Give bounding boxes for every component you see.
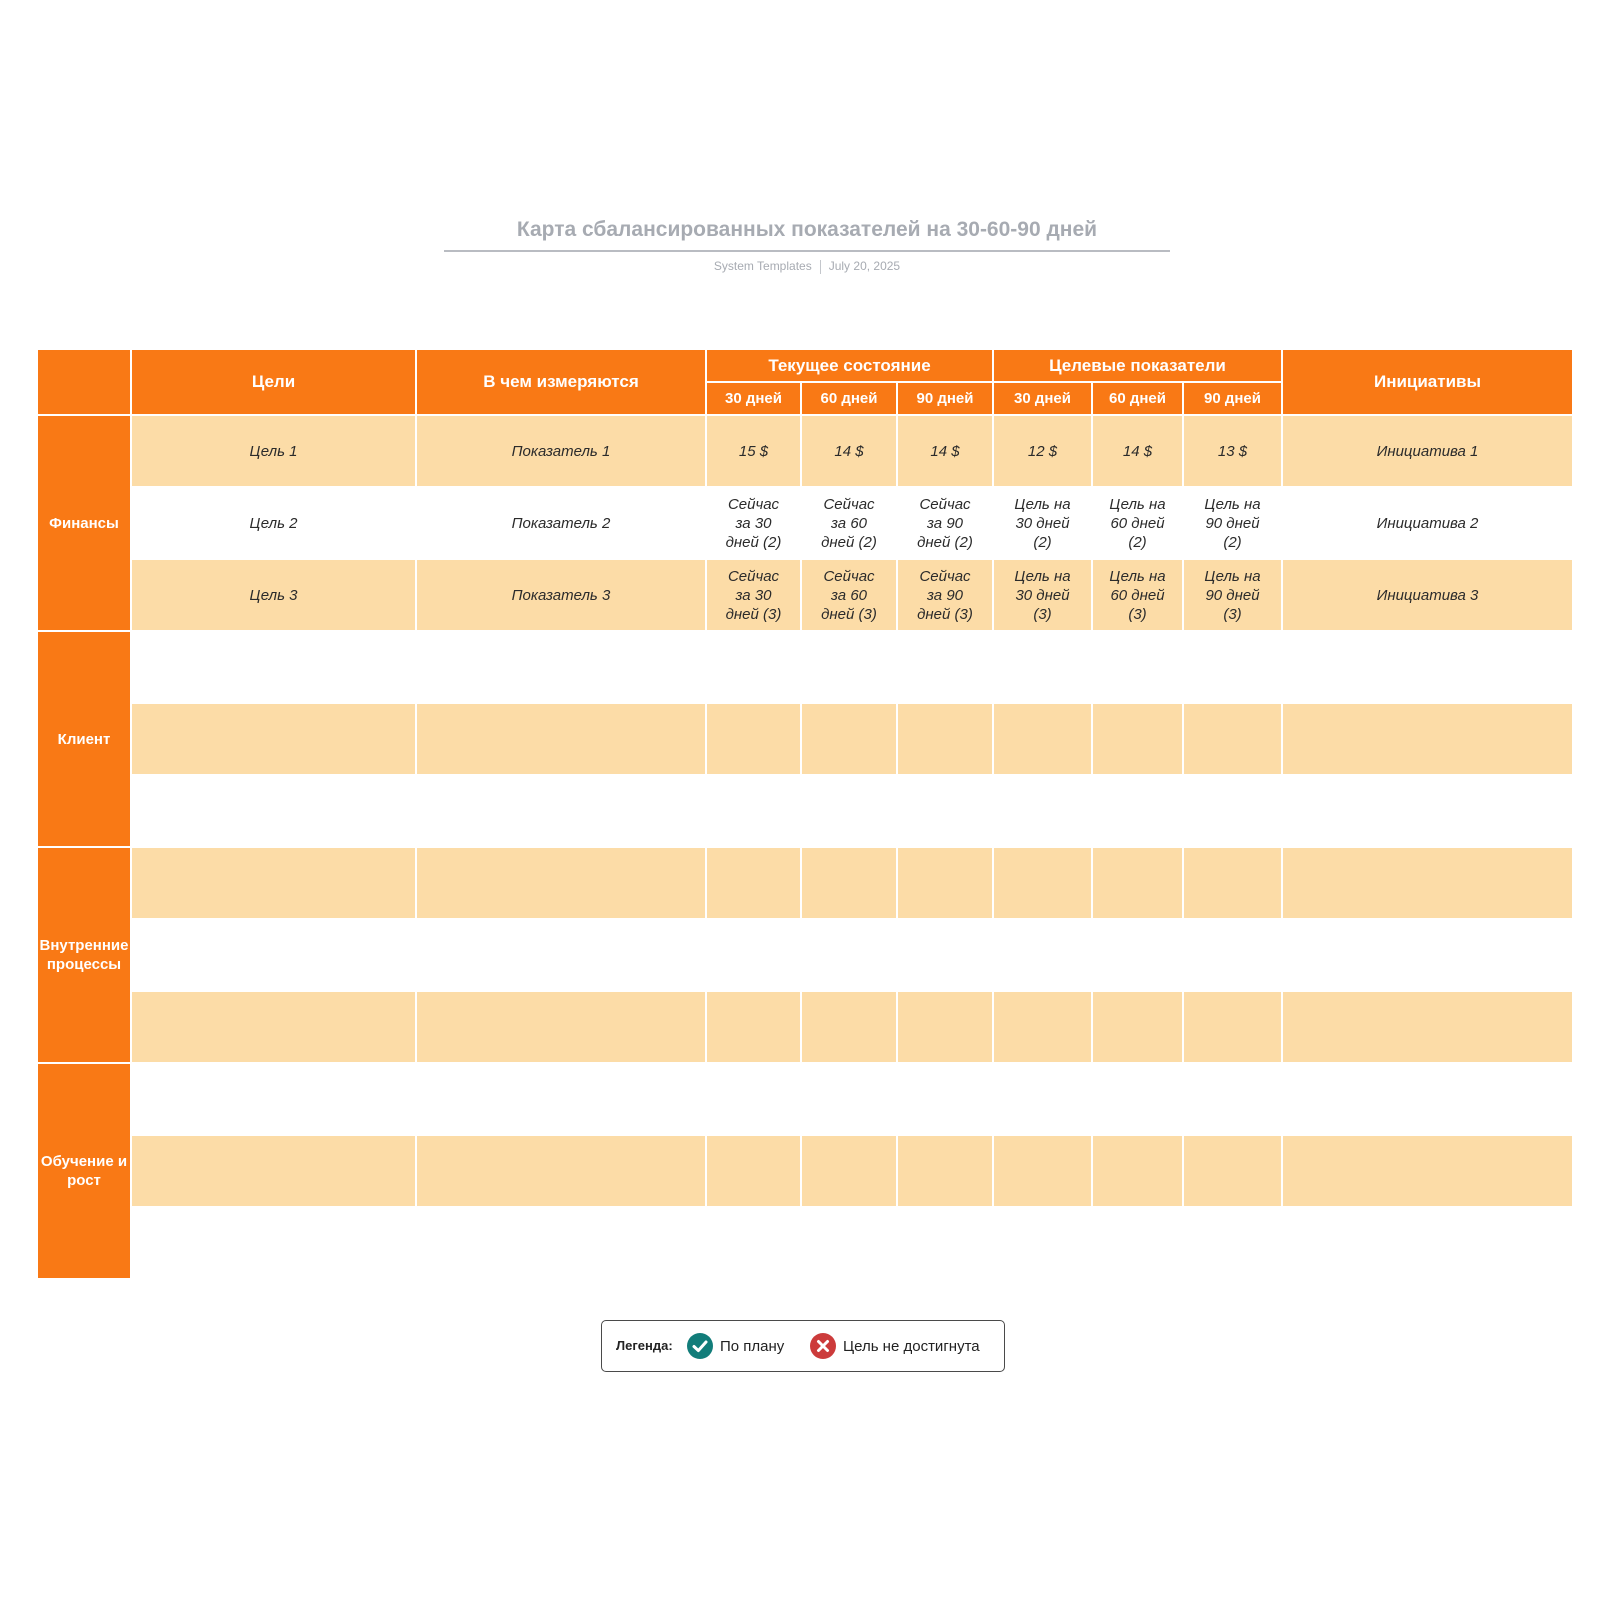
table-cell [417,488,705,558]
header-current-d60-label: 60 дней [820,390,878,407]
header-target-d60-label: 60 дней [1109,390,1166,407]
table-cell [898,848,992,918]
table-cell [417,704,705,774]
table-cell [898,992,992,1062]
table-cell [132,632,415,702]
table-cell [802,1208,896,1278]
table-cell [1283,704,1572,774]
table-cell [994,776,1091,846]
table-cell [802,416,896,486]
table-cell [898,488,992,558]
table-cell [802,776,896,846]
table-cell [802,704,896,774]
category-cell [38,416,130,630]
table-cell [898,776,992,846]
table-cell [994,992,1091,1062]
table-cell [802,1136,896,1206]
table-cell [1093,992,1182,1062]
table-cell [707,1208,800,1278]
cell-text: Цель 1 [249,442,298,460]
table-cell [1283,1136,1572,1206]
category-cell [38,848,130,1062]
cell-text: Цель на 90 дней (3) [1204,567,1261,623]
table-cell [1184,848,1281,918]
table-cell [132,1136,415,1206]
table-cell [417,1208,705,1278]
table-cell [1093,416,1182,486]
table-cell [1093,1208,1182,1278]
header-target-d90 [1184,383,1281,414]
category-label: Обучение и рост [40,1153,128,1189]
header-current-d30-label: 30 дней [725,390,782,407]
cell-text: Цель 3 [249,586,298,604]
table-cell [707,488,800,558]
cell-text: Сейчас за 60 дней (2) [821,495,877,551]
table-cell [802,992,896,1062]
table-cell [802,920,896,990]
table-cell [994,632,1091,702]
cell-text: Сейчас за 30 дней (3) [725,567,782,623]
category-cell [38,1064,130,1278]
table-cell [1184,560,1281,630]
page-title: Карта сбалансированных показателей на 30-60-90 дней [516,218,1098,241]
cell-text: Сейчас за 90 дней (3) [917,567,973,623]
table-cell [994,1064,1091,1134]
header-goals [132,350,415,414]
header-measures [417,350,705,414]
header-measures-label: В чем измеряются [483,372,639,391]
category-cell [38,632,130,846]
table-cell [417,632,705,702]
category-label: Внутренние процессы [39,937,129,973]
header-current-d90 [898,383,992,414]
cell-text: 14 $ [1122,442,1153,460]
table-cell [417,776,705,846]
table-cell [898,1064,992,1134]
header-initiatives-label: Инициативы [1373,372,1482,391]
table-cell [707,848,800,918]
header-goals-label: Цели [251,372,296,391]
cell-text: Показатель 1 [511,442,611,460]
cell-text: Цель на 90 дней (2) [1204,495,1261,551]
header-current-state [707,350,992,381]
table-cell [417,416,705,486]
table-cell [417,1064,705,1134]
table-cell [707,704,800,774]
table-cell [1093,1064,1182,1134]
table-cell [132,560,415,630]
table-cell [707,416,800,486]
table-cell [132,848,415,918]
table-cell [1283,848,1572,918]
cell-text: Цель на 60 дней (3) [1109,567,1166,623]
table-cell [1093,848,1182,918]
cell-text: 15 $ [738,442,769,460]
table-cell [1283,632,1572,702]
cell-text: Сейчас за 90 дней (2) [917,495,973,551]
cell-text: Показатель 3 [511,586,611,604]
table-cell [132,992,415,1062]
table-cell [994,488,1091,558]
table-cell [994,704,1091,774]
table-cell [1283,560,1572,630]
table-cell [802,560,896,630]
table-cell [1093,704,1182,774]
table-cell [898,920,992,990]
check-circle-icon [686,1332,714,1360]
table-cell [1093,920,1182,990]
cell-text: 14 $ [834,442,864,460]
table-cell [417,848,705,918]
legend-on-track-label: По плану [720,1338,785,1355]
table-cell [802,848,896,918]
table-cell [707,776,800,846]
table-cell [898,560,992,630]
table-cell [1093,776,1182,846]
cell-text: Инициатива 2 [1376,514,1479,532]
table-cell [994,1208,1091,1278]
category-label: Финансы [49,514,119,532]
cell-text: 12 $ [1027,442,1058,460]
header-target-d30-label: 30 дней [1014,390,1071,407]
table-cell [1184,1064,1281,1134]
document-author: System Templates [713,259,812,273]
legend [601,1320,1005,1372]
header-targets-label: Целевые показатели [1049,355,1226,375]
cell-text: Цель 2 [249,514,298,532]
table-cell [1093,1136,1182,1206]
table-cell [1283,488,1572,558]
table-cell [707,560,800,630]
table-cell [132,1208,415,1278]
table-cell [417,920,705,990]
header-target-d60 [1093,383,1182,414]
table-cell [1283,1064,1572,1134]
cell-text: Цель на 30 дней (2) [1014,495,1071,551]
table-cell [994,848,1091,918]
table-cell [898,416,992,486]
table-cell [898,1136,992,1206]
table-cell [802,632,896,702]
table-cell [994,920,1091,990]
table-cell [1184,704,1281,774]
table-cell [132,776,415,846]
table-cell [1184,1208,1281,1278]
table-cell [1093,488,1182,558]
table-cell [1283,992,1572,1062]
header-target-d30 [994,383,1091,414]
cell-text: Показатель 2 [511,514,611,532]
table-cell [802,1064,896,1134]
cell-text: Цель на 60 дней (2) [1109,495,1166,551]
table-cell [898,1208,992,1278]
table-cell [132,488,415,558]
header-current-d60 [802,383,896,414]
table-cell [898,632,992,702]
table-cell [994,1136,1091,1206]
header-current-d90-label: 90 дней [916,390,974,407]
table-cell [132,416,415,486]
table-cell [132,1064,415,1134]
table-cell [1093,560,1182,630]
header-targets [994,350,1281,381]
table-cell [1184,1136,1281,1206]
table-cell [1283,1208,1572,1278]
table-cell [1184,488,1281,558]
table-cell [994,416,1091,486]
table-cell [1184,632,1281,702]
table-cell [707,1064,800,1134]
header-current-state-label: Текущее состояние [768,355,931,375]
table-cell [132,704,415,774]
x-circle-icon [809,1332,837,1360]
cell-text: 13 $ [1217,442,1248,460]
table-cell [898,704,992,774]
table-cell [802,488,896,558]
table-cell [707,1136,800,1206]
table-cell [1093,632,1182,702]
legend-title: Легенда: [616,1338,673,1353]
header-initiatives [1283,350,1572,414]
table-cell [1184,416,1281,486]
table-cell [132,920,415,990]
legend-not-reached-label: Цель не достигнута [843,1338,980,1355]
header-target-d90-label: 90 дней [1204,390,1261,407]
table-cell [1184,920,1281,990]
category-label: Клиент [57,730,111,748]
table-cell [994,560,1091,630]
table-cell [417,1136,705,1206]
table-cell [1184,992,1281,1062]
table-cell [417,992,705,1062]
table-cell [1283,416,1572,486]
table-cell [707,920,800,990]
cell-text: Инициатива 3 [1376,586,1479,604]
table-cell [417,560,705,630]
cell-text: Сейчас за 30 дней (2) [725,495,782,551]
cell-text: 14 $ [930,442,960,460]
document-date: July 20, 2025 [828,259,901,273]
header-current-d30 [707,383,800,414]
table-cell [1283,920,1572,990]
cell-text: Цель на 30 дней (3) [1014,567,1071,623]
table-cell [1184,776,1281,846]
cell-text: Инициатива 1 [1376,442,1479,460]
table-cell [1283,776,1572,846]
table-cell [707,992,800,1062]
table-cell [707,632,800,702]
header-corner [38,350,130,414]
cell-text: Сейчас за 60 дней (3) [821,567,877,623]
